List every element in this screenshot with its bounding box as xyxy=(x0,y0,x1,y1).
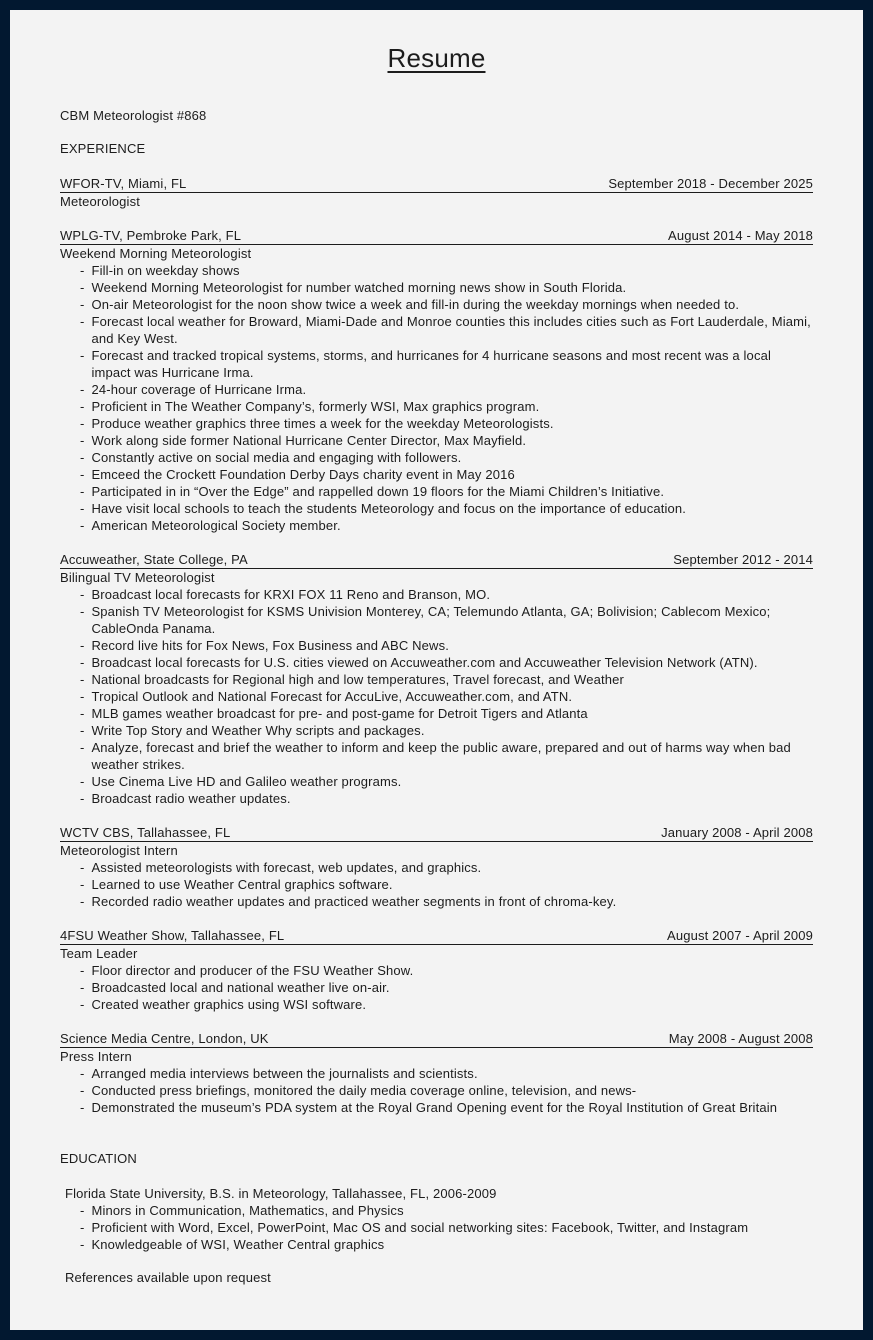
job-entry xyxy=(60,1030,813,1116)
bullet-item xyxy=(80,790,813,807)
bullet-item xyxy=(80,603,813,637)
job-company: 4FSU Weather Show, Tallahassee, FL xyxy=(60,928,285,943)
bullet-text: - Conducted press briefings, monitored the daily media coverage online, television, and news- xyxy=(91,1083,637,1098)
bullet-item xyxy=(80,962,813,979)
job-header xyxy=(60,1030,813,1048)
bullet-text: - Record live hits for Fox News, Fox Business and ABC News. xyxy=(91,638,449,653)
bullet-item xyxy=(80,432,813,449)
bullet-text: - Fill-in on weekday shows xyxy=(91,263,240,278)
bullet-item xyxy=(80,313,813,347)
page-title: Resume xyxy=(387,43,486,73)
bullet-item xyxy=(80,876,813,893)
bullet-item xyxy=(80,1082,813,1099)
bullet-item xyxy=(80,1236,813,1253)
job-company: Science Media Centre, London, UK xyxy=(60,1031,269,1046)
bullet-item xyxy=(80,1202,813,1219)
bullet-text: - MLB games weather broadcast for pre- and post-game for Detroit Tigers and Atlanta xyxy=(91,706,588,721)
bullet-text: - Created weather graphics using WSI software. xyxy=(91,997,367,1012)
bullet-item xyxy=(80,996,813,1013)
bullet-text: - Proficient with Word, Excel, PowerPoint, Mac OS and social networking sites: Facebook, Twitter, and Instagram xyxy=(91,1220,749,1235)
bullet-item xyxy=(80,279,813,296)
bullet-text: - Broadcast radio weather updates. xyxy=(91,791,291,806)
bullet-text: - Knowledgeable of WSI, Weather Central graphics xyxy=(91,1237,385,1252)
bullet-text: - Have visit local schools to teach the students Meteorology and focus on the importance of education. xyxy=(91,501,687,516)
experience-heading: EXPERIENCE xyxy=(60,141,146,156)
bullet-text: - National broadcasts for Regional high and low temperatures, Travel forecast, and Weather xyxy=(91,672,625,687)
bullet-text: - Forecast and tracked tropical systems, storms, and hurricanes for 4 hurricane seasons and most recent was a local impact was Hurricane Irma. xyxy=(91,348,772,380)
job-header xyxy=(60,227,813,245)
job-bullets xyxy=(60,1065,813,1116)
bullet-item xyxy=(80,637,813,654)
job-entry xyxy=(60,551,813,807)
job-company: WFOR-TV, Miami, FL xyxy=(60,176,187,191)
bullet-text: - Produce weather graphics three times a week for the weekday Meteorologists. xyxy=(91,416,554,431)
bullet-item xyxy=(80,296,813,313)
bullet-text: - Minors in Communication, Mathematics, and Physics xyxy=(91,1203,404,1218)
education-school: Florida State University, B.S. in Meteorology, Tallahassee, FL, 2006-2009 xyxy=(65,1186,497,1201)
bullet-text: - Weekend Morning Meteorologist for number watched morning news show in South Florida. xyxy=(91,280,627,295)
bullet-item xyxy=(80,688,813,705)
experience-job-list xyxy=(60,175,813,1116)
bullet-item xyxy=(80,483,813,500)
bullet-item xyxy=(80,1099,813,1116)
bullet-text: - Emceed the Crockett Foundation Derby Days charity event in May 2016 xyxy=(91,467,515,482)
job-entry xyxy=(60,227,813,534)
job-bullets xyxy=(60,859,813,910)
bullet-text: - Broadcasted local and national weather live on-air. xyxy=(91,980,390,995)
bullet-text: - 24-hour coverage of Hurricane Irma. xyxy=(91,382,307,397)
bullet-item xyxy=(80,979,813,996)
bullet-item xyxy=(80,893,813,910)
bullet-item xyxy=(80,739,813,773)
job-entry xyxy=(60,927,813,1013)
job-header xyxy=(60,551,813,569)
bullet-text: - Floor director and producer of the FSU Weather Show. xyxy=(91,963,414,978)
job-company: Accuweather, State College, PA xyxy=(60,552,248,567)
job-title: Meteorologist xyxy=(60,194,140,209)
job-entry xyxy=(60,175,813,210)
bullet-item xyxy=(80,722,813,739)
bullet-item xyxy=(80,773,813,790)
bullet-text: - Analyze, forecast and brief the weather to inform and keep the public aware, prepared and out of harms way when bad weather strikes. xyxy=(91,740,791,772)
job-dates: September 2018 - December 2025 xyxy=(608,176,813,191)
job-title: Bilingual TV Meteorologist xyxy=(60,570,215,585)
bullet-text: - Broadcast local forecasts for KRXI FOX 11 Reno and Branson, MO. xyxy=(91,587,491,602)
candidate-id: CBM Meteorologist #868 xyxy=(60,108,207,123)
bullet-item xyxy=(80,500,813,517)
job-title: Weekend Morning Meteorologist xyxy=(60,246,252,261)
bullet-item xyxy=(80,449,813,466)
bullet-item xyxy=(80,671,813,688)
job-title: Press Intern xyxy=(60,1049,132,1064)
bullet-text: - Tropical Outlook and National Forecast for AccuLive, Accuweather.com, and ATN. xyxy=(91,689,573,704)
education-bullets xyxy=(60,1202,813,1253)
bullet-text: - American Meteorological Society member. xyxy=(91,518,341,533)
references-note: References available upon request xyxy=(65,1270,271,1285)
bullet-item xyxy=(80,517,813,534)
bullet-text: - Participated in in “Over the Edge” and rappelled down 19 floors for the Miami Children’s Initiative. xyxy=(91,484,665,499)
bullet-text: - Assisted meteorologists with forecast, web updates, and graphics. xyxy=(91,860,482,875)
bullet-text: - Forecast local weather for Broward, Miami-Dade and Monroe counties this includes cities such as Fort Lauderdale, Miami, and Key West. xyxy=(91,314,811,346)
bullet-item xyxy=(80,654,813,671)
bullet-item xyxy=(80,381,813,398)
bullet-text: - Work along side former National Hurricane Center Director, Max Mayfield. xyxy=(91,433,527,448)
job-header xyxy=(60,927,813,945)
job-header xyxy=(60,175,813,193)
bullet-text: - On-air Meteorologist for the noon show twice a week and fill-in during the weekday mornings when needed to. xyxy=(91,297,740,312)
job-dates: August 2014 - May 2018 xyxy=(668,228,813,243)
bullet-item xyxy=(80,1219,813,1236)
bullet-text: - Proficient in The Weather Company’s, formerly WSI, Max graphics program. xyxy=(91,399,540,414)
job-bullets xyxy=(60,262,813,534)
bullet-item xyxy=(80,347,813,381)
job-title: Team Leader xyxy=(60,946,138,961)
bullet-text: - Constantly active on social media and engaging with followers. xyxy=(91,450,462,465)
bullet-text: - Spanish TV Meteorologist for KSMS Univision Monterey, CA; Telemundo Atlanta, GA; Bolivision; Cablecom Mexico; CableOnda Panama. xyxy=(91,604,771,636)
bullet-item xyxy=(80,415,813,432)
bullet-item xyxy=(80,586,813,603)
bullet-item xyxy=(80,859,813,876)
bullet-text: - Use Cinema Live HD and Galileo weather programs. xyxy=(91,774,402,789)
job-company: WPLG-TV, Pembroke Park, FL xyxy=(60,228,242,243)
bullet-text: - Broadcast local forecasts for U.S. cities viewed on Accuweather.com and Accuweather Television Network (ATN). xyxy=(91,655,758,670)
job-bullets xyxy=(60,962,813,1013)
job-entry xyxy=(60,824,813,910)
bullet-item xyxy=(80,398,813,415)
bullet-text: - Arranged media interviews between the journalists and scientists. xyxy=(91,1066,478,1081)
job-dates: May 2008 - August 2008 xyxy=(668,1031,813,1046)
bullet-item xyxy=(80,466,813,483)
job-dates: September 2012 - 2014 xyxy=(673,552,813,567)
bullet-text: - Demonstrated the museum’s PDA system at the Royal Grand Opening event for the Royal Institution of Great Britain xyxy=(91,1100,778,1115)
job-title: Meteorologist Intern xyxy=(60,843,178,858)
bullet-item xyxy=(80,705,813,722)
job-header xyxy=(60,824,813,842)
job-company: WCTV CBS, Tallahassee, FL xyxy=(60,825,231,840)
bullet-item xyxy=(80,1065,813,1082)
bullet-text: - Write Top Story and Weather Why scripts and packages. xyxy=(91,723,425,738)
bullet-text: - Recorded radio weather updates and practiced weather segments in front of chroma-key. xyxy=(91,894,617,909)
job-dates: January 2008 - April 2008 xyxy=(661,825,813,840)
job-bullets xyxy=(60,586,813,807)
bullet-item xyxy=(80,262,813,279)
resume-content xyxy=(10,10,863,1286)
job-dates: August 2007 - April 2009 xyxy=(667,928,813,943)
bullet-text: - Learned to use Weather Central graphics software. xyxy=(91,877,393,892)
education-heading: EDUCATION xyxy=(60,1151,137,1166)
